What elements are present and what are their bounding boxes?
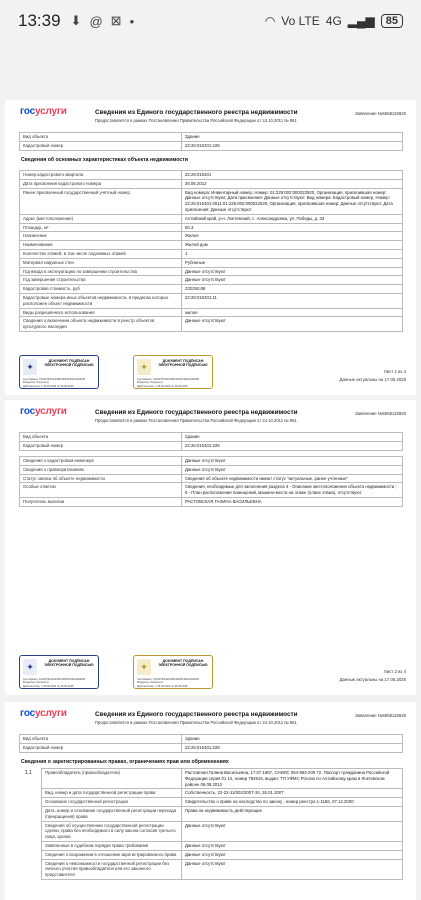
e-signature-stamp: ✦ ДОКУМЕНТ ПОДПИСАН ЭЛЕКТРОННОЙ ПОДПИСЬЮ Сертификат: 1002075cb5e4d55cb8e5fc3fdb1d2a5d5 Владелец: Росреестр Действителен: с 25.09.2024 по 25.09.2025	[133, 655, 213, 689]
at-icon: @	[89, 13, 103, 29]
table-row: Дата присвоения кадастрового номера 26.06.2012	[20, 179, 403, 188]
table-row: Заявленные в судебном порядке права требования Данные отсутствуют	[42, 841, 403, 850]
application-number: Заявление №5558115925	[355, 411, 406, 416]
document-page-3	[5, 702, 416, 900]
battery-indicator: 85	[381, 14, 403, 28]
doc-subtitle: Предоставляется в рамках Постановления Правительства Российской Федерации от 24.10.2011 № 861	[95, 720, 297, 725]
status-bar	[0, 0, 421, 42]
emblem-icon: ✦	[23, 359, 37, 375]
details-table	[19, 456, 403, 507]
application-number: Заявление №5558115925	[355, 111, 406, 116]
doc-title: Сведения из Единого государственного реестра недвижимости	[95, 711, 298, 718]
page-label: Лист 2 из 4	[383, 669, 406, 674]
table-row: Получатель выписки РАСТОВСКАЯ ГАЛИНА ВАСИЛЬЕВНА	[20, 497, 403, 506]
object-table	[19, 432, 403, 451]
emblem-icon: ✦	[137, 659, 151, 675]
page-header	[5, 702, 416, 730]
dot-icon: •	[129, 13, 135, 29]
doc-subtitle: Предоставляется в рамках Постановления Правительства Российской Федерации от 24.10.2011 № 861	[95, 418, 297, 423]
emblem-icon: ✦	[137, 359, 151, 375]
table-row: Количество этажей, в том числе подземных этажей 1	[20, 249, 403, 258]
table-row: Вид объекта Здание	[20, 133, 403, 142]
table-row: Адрес (местоположение) Алтайский край, р-н. Локтевский, с. Александровка, ул. Победы, д. 33	[20, 214, 403, 223]
e-signature-stamp: ✦ ДОКУМЕНТ ПОДПИСАН ЭЛЕКТРОННОЙ ПОДПИСЬЮ Сертификат: 1002075cb5e4d55cb8e5fc3fdb1d2a5d5 Владелец: Росреестр Действителен: с 25.09.2024 по 25.09.2025	[19, 655, 99, 689]
net-gen-label: 4G	[325, 14, 342, 28]
table-row: Год ввода в эксплуатацию по завершении строительства Данные отсутствуют	[20, 267, 403, 276]
table-row: Особые отметки Сведения, необходимые для заполнения раздела 4 - Описание местоположения объекта недвижимости ; 5 - План расположения помещений, машино-места на этаже (плане этажа), отсутствуют.	[20, 483, 403, 498]
page-label: Лист 1 из 4	[383, 369, 406, 374]
table-row: Дата, номер и основание государственной регистрации перехода (прекращения) права Права на недвижимость действующие	[42, 806, 403, 821]
gosuslugi-logo: госуслуги	[20, 708, 67, 719]
signal-icon: ▂▄▆	[347, 14, 375, 28]
table-row: Кадастровый номер 22:26:010401:228	[20, 743, 403, 752]
table-row: Номер кадастрового квартала 22:26:010401	[20, 171, 403, 180]
table-row: Правообладатель (правообладатели) Растовская Галина Васильевна, 17.07.1967, СНИЛС 054-863-209 72. Паспорт гражданина Российской Федерации серия 01 12, номер 784915, выдан: ТП УФМС России по Алтайскому краю в Локтевском районе 06.08.2012	[42, 769, 403, 789]
table-row: Материал наружных стен Рубленые	[20, 258, 403, 267]
page-info	[340, 368, 406, 384]
gosuslugi-logo: госуслуги	[20, 106, 67, 117]
rights-table	[41, 768, 403, 880]
page-header	[5, 400, 416, 428]
table-row: Сведения о возражении в отношении зарегистрированного права Данные отсутствуют	[42, 850, 403, 859]
table-row: Вид, номер и дата государственной регистрации права Собственность, 22-22-11/002/2007-34, 26.01.2007	[42, 789, 403, 798]
table-row: Кадастровый номер 22:26:010401:228	[20, 141, 403, 150]
data-date: Данные актуальны на 17.05.2025	[339, 677, 406, 683]
table-row: Вид объекта Здание	[20, 735, 403, 744]
data-date: Данные актуальны на 17.05.2025	[339, 377, 406, 383]
table-row: Сведения о невозможности государственной регистрации без личного участия правообладателя или его законного представителя Данные отсутствуют	[42, 859, 403, 879]
table-row: Сведения о правопритязаниях Данные отсутствуют	[20, 465, 403, 474]
table-row: Год завершения строительства Данные отсутствуют	[20, 276, 403, 285]
table-row: Ранее присвоенный государственный учётный номер Вид номера: Инвентарный номер, Номер: 01:225:002:000022520, Организация, присвоившая номер: Данные отсутствуют, Дата присвоения: Данные отсутствуют. Вид номера: Кадастровый номер, Номер: 22:26:010401:0011:01:225:002:000022520, Организация, присвоившая номер: Данные отсутствуют, Дата присвоения: Данные отсутствуют	[20, 188, 403, 214]
doc-title: Сведения из Единого государственного реестра недвижимости	[95, 109, 298, 116]
status-time: 13:39	[18, 11, 61, 30]
network-label: Vo LTE	[281, 14, 320, 28]
table-row: Вид объекта Здание	[20, 433, 403, 442]
e-signature-stamp: ✦ ДОКУМЕНТ ПОДПИСАН ЭЛЕКТРОННОЙ ПОДПИСЬЮ Сертификат: 1002075cb5e4d55cb8e5fc3fdb1d2a5d5 Владелец: Росреестр Действителен: с 25.09.2024 по 25.09.2025	[133, 355, 213, 389]
item-number: 1.1	[25, 770, 32, 776]
table-row: Наименование Жилой дом	[20, 241, 403, 250]
doc-title: Сведения из Единого государственного реестра недвижимости	[95, 409, 298, 416]
close-box-icon: ⊠	[110, 13, 122, 28]
table-row: Сведения о кадастровом инженере Данные отсутствуют	[20, 457, 403, 466]
object-table	[19, 132, 403, 151]
table-row: Кадастровый номер 22:26:010401:228	[20, 441, 403, 450]
table-row: Площадь, м² 60.3	[20, 223, 403, 232]
table-row: Сведения об осуществлении государственной регистрации сделки, права без необходимого в силу закона согласия третьего лица, органа Данные отсутствуют	[42, 821, 403, 841]
section-title: Сведения о зарегистрированных правах, ограничениях прав или обременениях	[21, 759, 229, 765]
e-signature-stamp: ✦ ДОКУМЕНТ ПОДПИСАН ЭЛЕКТРОННОЙ ПОДПИСЬЮ Сертификат: 1002075cb5e4d55cb8e5fc3fdb1d2a5d5 Владелец: Росреестр Действителен: с 25.09.2024 по 25.09.2025	[19, 355, 99, 389]
table-row: Назначение Жилое	[20, 232, 403, 241]
section-title: Сведения об основных характеристиках объекта недвижимости	[21, 157, 188, 163]
table-row: Кадастровые номера иных объектов недвижимости, в пределах которых расположен объект недвижимости 22:26:010401:11	[20, 293, 403, 308]
table-row: Статус записи об объекте недвижимости Сведения об объекте недвижимости имеют статус "актуальные, ранее учтенные"	[20, 474, 403, 483]
characteristics-table	[19, 170, 403, 332]
page-header	[5, 100, 416, 128]
application-number: Заявление №5558115925	[355, 713, 406, 718]
emblem-icon: ✦	[23, 659, 37, 675]
gosuslugi-logo: госуслуги	[20, 406, 67, 417]
download-icon: ⬇	[70, 13, 82, 28]
document-page-1	[5, 100, 416, 395]
document-page-2	[5, 400, 416, 695]
object-table	[19, 734, 403, 753]
table-row: Сведения о включении объекта недвижимости в реестр объектов культурного наследия Данные отсутствуют	[20, 317, 403, 332]
table-row: Основание государственной регистрации Свидетельство о праве на наследство по закону , номер реестра 1-1186, 07.12.2000	[42, 798, 403, 807]
doc-subtitle: Предоставляется в рамках Постановления Правительства Российской Федерации от 24.10.2011 № 861	[95, 118, 297, 123]
page-info	[340, 668, 406, 684]
wifi-icon: ◠	[264, 14, 276, 28]
table-row: Виды разрешённого использования жилое	[20, 308, 403, 317]
table-row: Кадастровая стоимость, руб 232250.88	[20, 285, 403, 294]
